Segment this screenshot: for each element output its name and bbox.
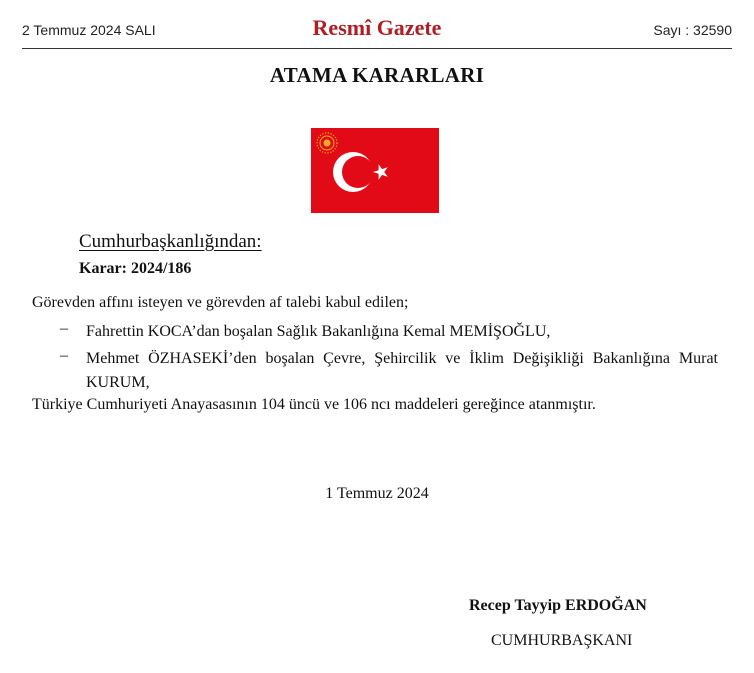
issue-date: 2 Temmuz 2024 SALI	[22, 22, 156, 38]
turkish-flag-icon	[311, 128, 439, 213]
list-item: Fahrettin KOCA’dan boşalan Sağlık Bakanlığına Kemal MEMİŞOĞLU,	[86, 323, 551, 340]
signature-date: 1 Temmuz 2024	[325, 485, 429, 502]
signer-title: CUMHURBAŞKANI	[491, 632, 633, 649]
decision-closing: Türkiye Cumhuriyeti Anayasasının 104 üncü ve 106 ncı maddeleri gereğince atanmıştır.	[32, 396, 596, 413]
signer-name: Recep Tayyip ERDOĞAN	[469, 597, 647, 614]
list-dash: –	[60, 320, 68, 337]
gazette-title: Resmî Gazete	[312, 15, 442, 40]
gazette-header	[22, 14, 732, 49]
issue-number: Sayı : 32590	[653, 22, 732, 38]
section-title: ATAMA KARARLARI	[269, 63, 485, 87]
crescent-inner	[342, 156, 374, 188]
flag-background	[311, 128, 439, 213]
decision-intro: Görevden affını isteyen ve görevden af talebi kabul edilen;	[32, 294, 409, 311]
issuing-authority: Cumhurbaşkanlığından:	[79, 231, 262, 252]
decision-number: Karar: 2024/186	[79, 260, 192, 277]
list-item: Mehmet ÖZHASEKİ’den boşalan Çevre, Şehircilik ve İklim Değişikliği Bakanlığına Murat KURUM,	[86, 350, 718, 391]
list-dash: –	[60, 347, 68, 364]
